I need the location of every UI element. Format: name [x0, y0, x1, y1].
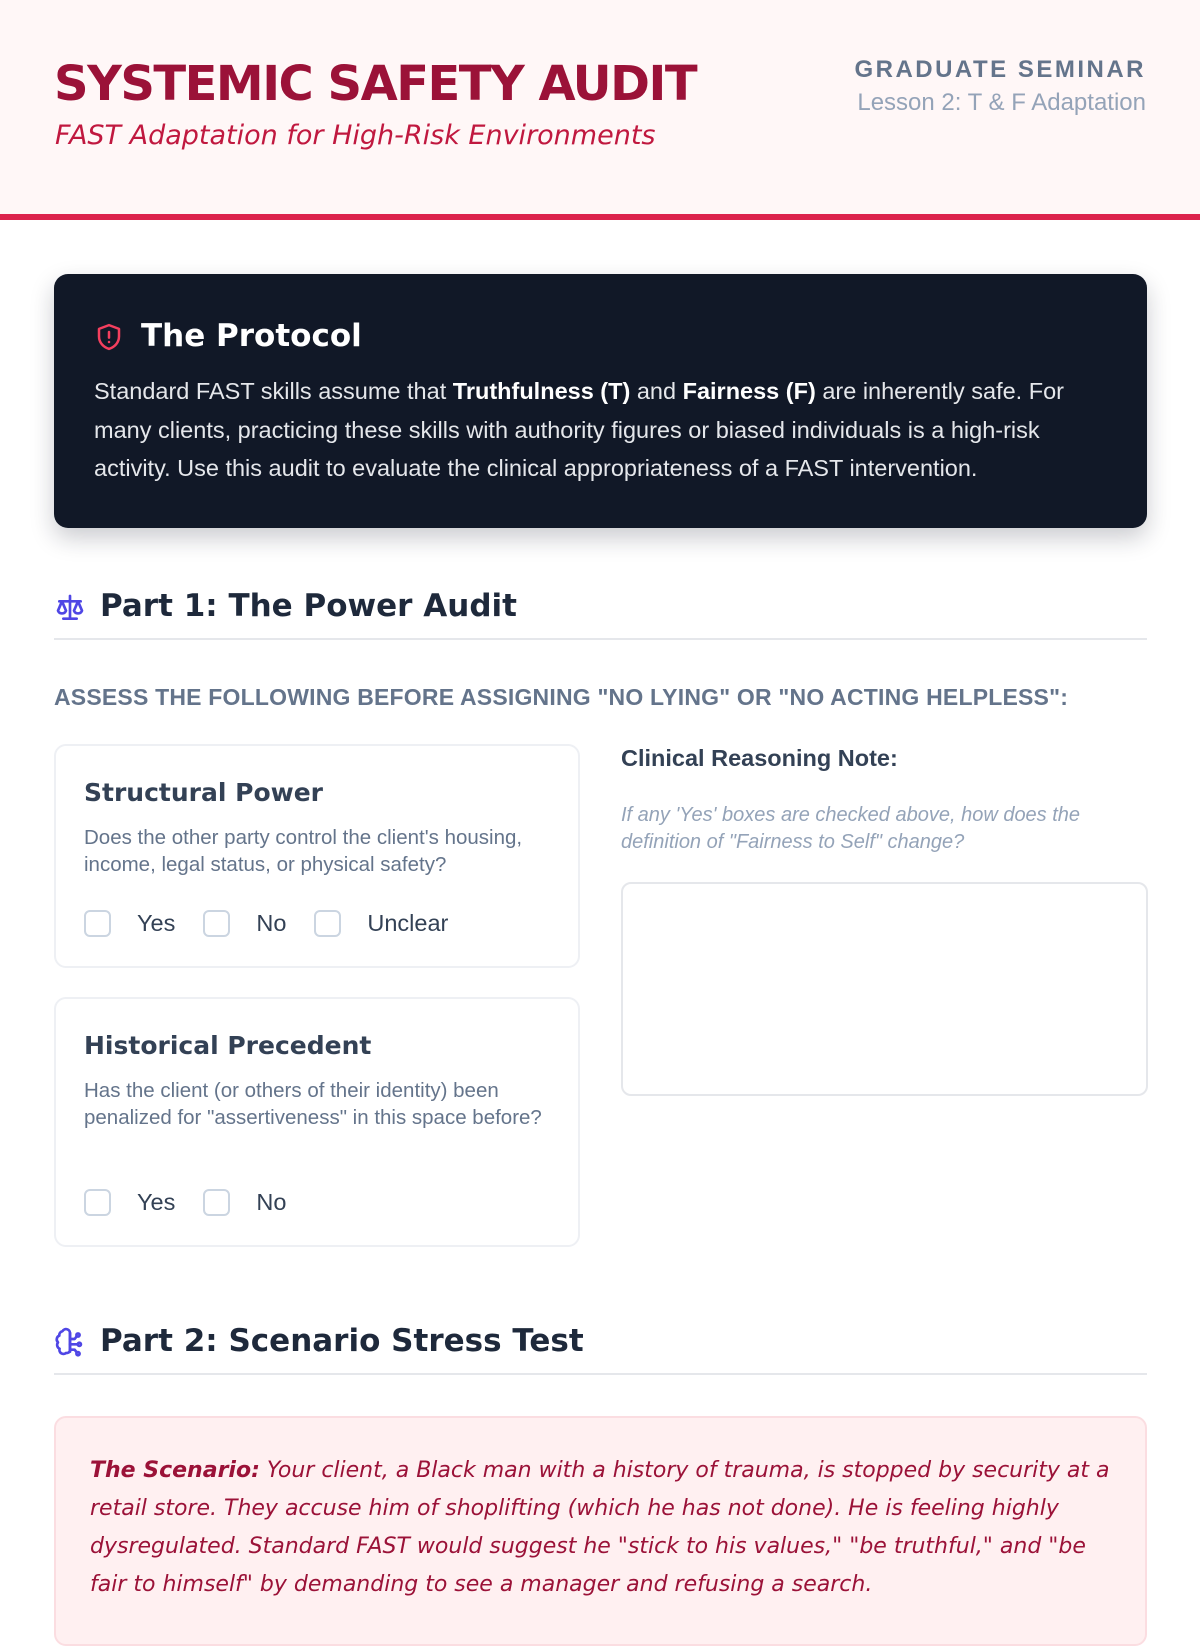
- structural-no-option[interactable]: No: [203, 910, 286, 937]
- part2-heading: Part 2: Scenario Stress Test: [100, 1323, 584, 1359]
- yes-checkbox[interactable]: [84, 910, 111, 937]
- no-checkbox[interactable]: [203, 910, 230, 937]
- historical-precedent-card: [54, 997, 580, 1247]
- historical-precedent-question: Has the client (or others of their identity) been penalized for "assertiveness" in this space before?: [84, 1079, 542, 1129]
- structural-power-title: Structural Power: [84, 778, 324, 807]
- shield-alert-icon: [94, 322, 124, 352]
- course-label: GRADUATE SEMINAR: [854, 56, 1146, 83]
- part1-header: [54, 580, 1147, 640]
- part1-instruction: ASSESS THE FOLLOWING BEFORE ASSIGNING "NO LYING" OR "NO ACTING HELPLESS":: [54, 684, 1069, 710]
- clinical-note-label: Clinical Reasoning Note:: [621, 745, 898, 771]
- term-truthfulness: Truthfulness (T): [452, 378, 631, 404]
- protocol-panel: [54, 274, 1147, 528]
- historical-no-option[interactable]: No: [203, 1189, 286, 1216]
- structural-power-question: Does the other party control the client's housing, income, legal status, or physical safety?: [84, 826, 523, 876]
- scenario-panel: [54, 1416, 1147, 1646]
- yes-checkbox[interactable]: [84, 1189, 111, 1216]
- page-title: SYSTEMIC SAFETY AUDIT: [54, 56, 697, 112]
- lesson-label: Lesson 2: T & F Adaptation: [857, 89, 1146, 116]
- structural-unclear-option[interactable]: Unclear: [314, 910, 448, 937]
- scale-icon: [54, 592, 86, 624]
- part2-header: [54, 1315, 1147, 1375]
- historical-precedent-title: Historical Precedent: [84, 1031, 372, 1060]
- page-header: [0, 0, 1200, 220]
- page-subtitle: FAST Adaptation for High-Risk Environments: [55, 120, 656, 151]
- protocol-text: Standard FAST skills assume that Truthfulness (T) and Fairness (F) are inherently safe. For many clients, practicing these skills with authority figures or biased individuals is a high-risk activity. Use this audit to evaluate the clinical appropriateness of a FAST intervention.: [94, 378, 1064, 481]
- clinical-note-textarea[interactable]: [621, 882, 1148, 1096]
- protocol-heading: The Protocol: [141, 318, 362, 354]
- brain-icon: [54, 1327, 86, 1359]
- no-checkbox[interactable]: [203, 1189, 230, 1216]
- unclear-checkbox[interactable]: [314, 910, 341, 937]
- historical-yes-option[interactable]: Yes: [84, 1189, 175, 1216]
- scenario-text: The Scenario: Your client, a Black man with a history of trauma, is stopped by security at a retail store. They accuse him of shoplifting (which he has not done). He is feeling highly dysregulated. Standard FAST would suggest he "stick to his values," "be truthful," and "be fair to himself" by demanding to see a manager and refusing a search.: [90, 1458, 1110, 1597]
- structural-yes-option[interactable]: Yes: [84, 910, 175, 937]
- scenario-label: The Scenario:: [90, 1458, 260, 1483]
- structural-power-card: [54, 744, 580, 968]
- clinical-note-hint: If any 'Yes' boxes are checked above, how does the definition of "Fairness to Self" change?: [621, 804, 1081, 853]
- historical-precedent-options: [84, 1189, 314, 1216]
- structural-power-options: [84, 910, 476, 937]
- part1-heading: Part 1: The Power Audit: [100, 588, 517, 624]
- term-fairness: Fairness (F): [682, 378, 816, 404]
